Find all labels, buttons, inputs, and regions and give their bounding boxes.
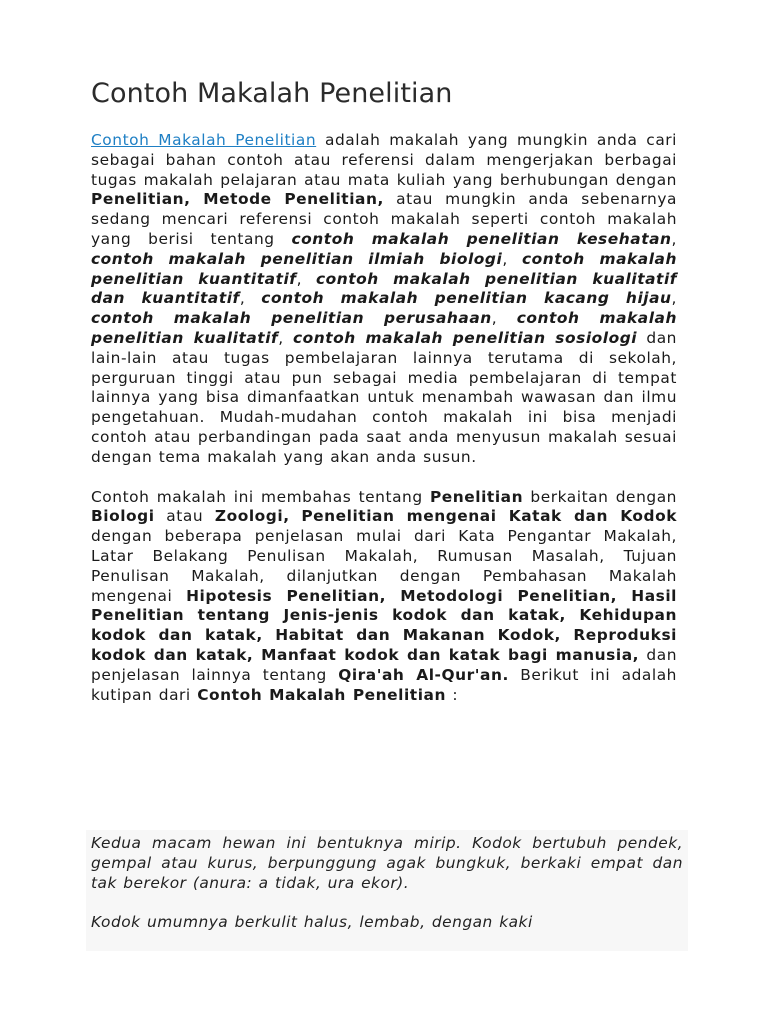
paragraph-gap (91, 893, 683, 913)
bold-run: Zoologi, (214, 507, 290, 526)
article-link[interactable]: Contoh Makalah Penelitian (91, 131, 317, 149)
article-body (91, 131, 677, 705)
bold-run: Penelitian, Metode Penelitian, (91, 190, 384, 209)
topic-phrase: contoh makalah penelitian perusahaan (91, 309, 492, 328)
quote-block (86, 830, 688, 951)
scope-paragraph (91, 488, 677, 706)
topic-phrase: contoh makalah penelitian kuantitatif (91, 249, 677, 288)
bold-run: Biologi (91, 507, 155, 526)
text-run: dan lain-lain atau tugas pembelajaran lainnya terutama di sekolah, perguruan tinggi atau pun sebagai media pembelajaran di tempat lainnya yang bisa dimanfaatkan untuk menambah wawasan dan ilmu pengetahuan. Mudah-mudahan contoh makalah ini bisa menjadi contoh atau perbandingan pada saat anda menyusun makalah sesuai dengan tema makalah yang akan anda susun. (91, 328, 677, 466)
separator: , (502, 249, 522, 268)
text-run: atau (154, 507, 215, 526)
paragraph-gap (91, 468, 677, 488)
text-run: Berikut ini adalah kutipan dari (91, 665, 677, 704)
quote-paragraph: Kedua macam hewan ini bentuknya mirip. Kodok bertubuh pendek, gempal atau kurus, berpunggung agak bungkuk, berkaki empat dan tak berekor (anura: a tidak, ura ekor). (91, 834, 683, 892)
quote-paragraph: Kodok umumnya berkulit halus, lembab, dengan kaki (91, 913, 533, 932)
topic-phrase: contoh makalah penelitian kualitatif dan kuantitatif (91, 269, 678, 308)
topic-phrase: contoh makalah penelitian kacang hijau (261, 289, 672, 308)
text-run: dengan beberapa penjelasan mulai dari Kata Pengantar Makalah, Latar Belakang Penulisan Makalah, Rumusan Masalah, Tujuan Penulisan Makalah, dilanjutkan dengan Pembahasan Makalah mengenai (91, 527, 677, 605)
text-run: dan penjelasan lainnya tentang (91, 645, 677, 684)
text-run: Contoh makalah ini membahas tentang (91, 487, 430, 506)
bold-run: Contoh Makalah Penelitian (197, 685, 446, 704)
text-run (290, 507, 302, 525)
bold-run: Qira'ah Al-Qur'an. (338, 665, 509, 684)
separator: , (239, 289, 262, 308)
topic-phrase: contoh makalah penelitian ilmiah biologi (91, 249, 503, 268)
page-title: Contoh Makalah Penelitian (91, 78, 453, 109)
intro-paragraph (91, 131, 677, 468)
separator: , (278, 328, 293, 347)
separator: , (671, 289, 677, 308)
bold-run: Penelitian (429, 487, 524, 506)
text-run: : (445, 685, 459, 704)
text-run: adalah makalah yang mungkin anda cari sebagai bahan contoh atau referensi dalam mengerjakan berbagai tugas makalah pelajaran atau mata kuliah yang berhubungan dengan (91, 131, 678, 189)
bold-run: Hipotesis Penelitian, Metodologi Penelitian, Hasil Penelitian tentang Jenis-jenis kodok dan katak, Kehidupan kodok dan katak, Habitat dan Makanan Kodok, Reproduksi kodok dan katak, Manfaat kodok dan katak bagi manusia, (91, 586, 677, 664)
separator: , (671, 229, 677, 248)
text-run: berkaitan dengan (523, 487, 677, 506)
separator: , (296, 269, 316, 288)
text-run: atau mungkin anda sebenarnya sedang mencari referensi contoh makalah seperti contoh makalah yang berisi tentang (91, 190, 677, 248)
bold-run: Penelitian mengenai Katak dan Kodok (301, 507, 677, 526)
topic-phrase: contoh makalah penelitian kesehatan (291, 229, 672, 248)
topic-phrase: contoh makalah penelitian sosiologi (292, 328, 638, 347)
separator: , (491, 309, 517, 328)
topic-phrase: contoh makalah penelitian kualitatif (91, 309, 677, 347)
